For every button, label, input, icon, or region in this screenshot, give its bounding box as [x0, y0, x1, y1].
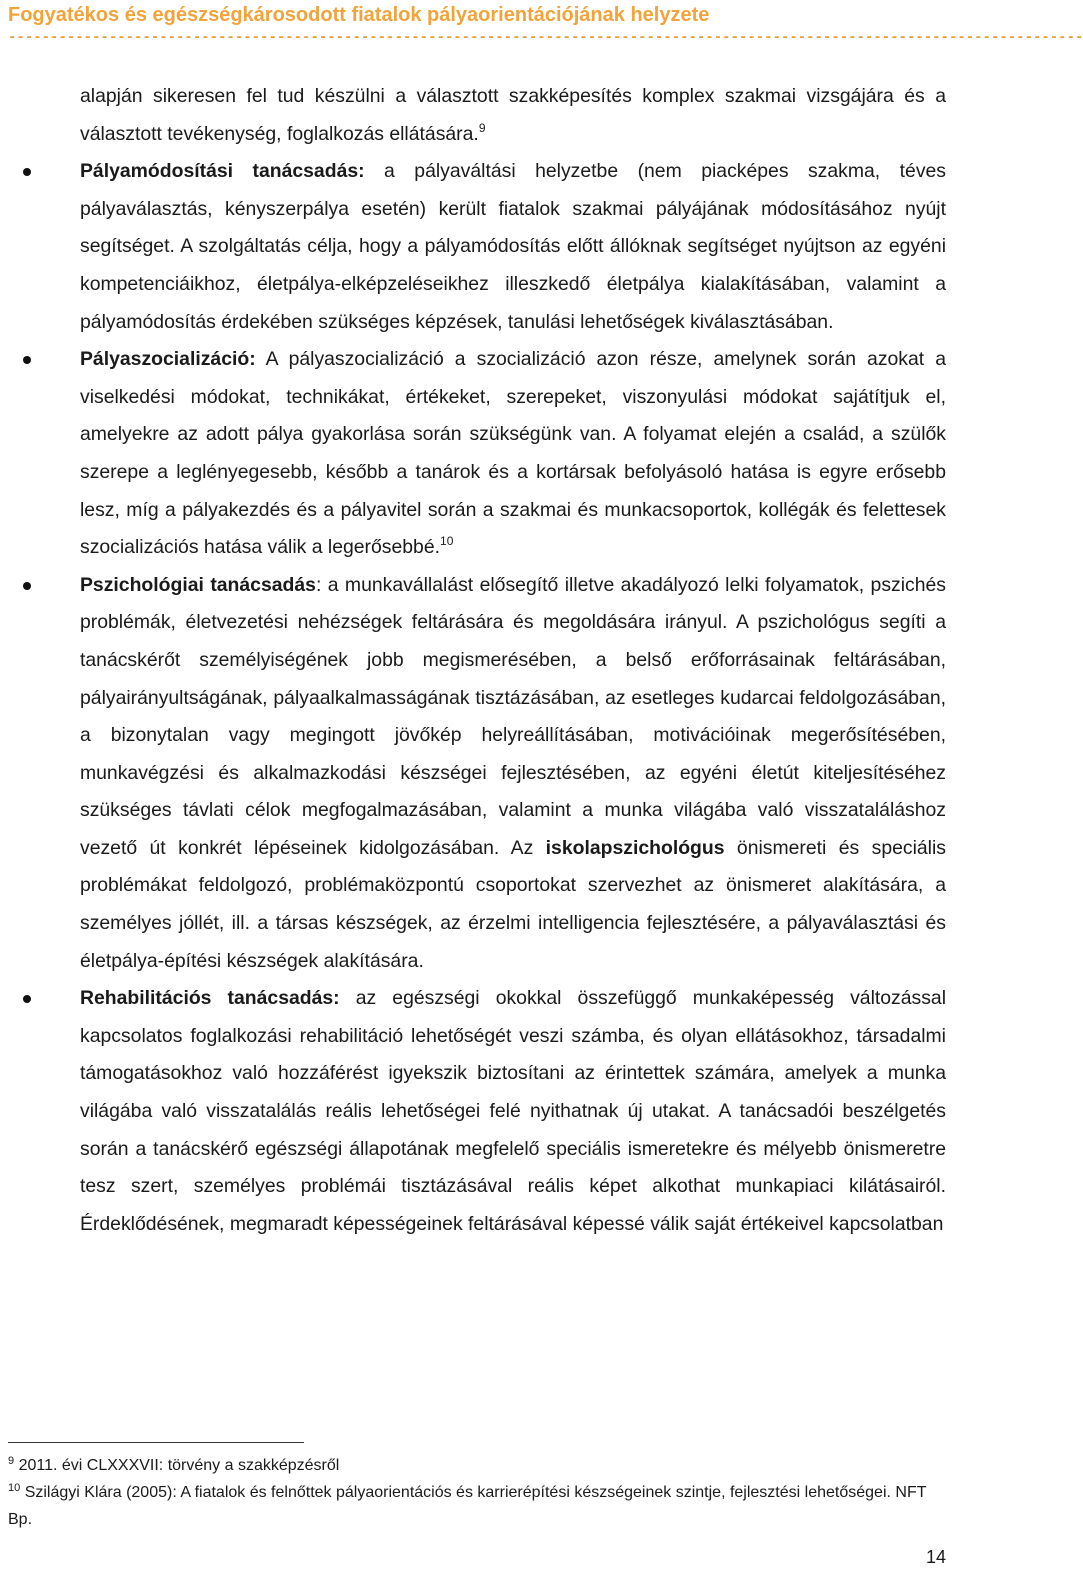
bullet-dot-icon [23, 356, 31, 364]
footnote-ref-9[interactable]: 9 [478, 120, 486, 135]
bullet-text: az egészségi okokkal összefüggő munkaképesség változással kapcsolatos foglalkozási rehabilitáció lehetőségét veszi számba, és olyan ellátásokhoz, társadalmi támogatásokhoz való hozzáférést igyekszik biztosítani az érintettek számára, amelyek a munka világába való visszatalálás reális lehetőségei felé nyithatnak új utakat. A tanácsadói beszélgetés során a tanácskérő egészségi állapotának megfelelő speciális ismeretekre és mélyebb önismeretre tesz szert, személyes problémái tisztázásával reális képet alkothat munkapiaci kilátásairól. Érdeklődésének, megmaradt képességeinek feltárásával képessé válik saját értékeivel kapcsolatban [80, 987, 947, 1235]
bullet-dot-icon [23, 168, 31, 176]
page-header-title: Fogyatékos és egészségkárosodott fiatalok pályaorientációjának helyzete [8, 4, 710, 26]
continuation-paragraph [80, 78, 946, 153]
footnote-9 [8, 1452, 938, 1479]
bullet-dot-icon [23, 995, 31, 1003]
footnote-number: 10 [8, 1482, 21, 1494]
bullet-item-rehabilitacios [80, 980, 946, 1243]
bullet-item-palyaszocializacio [80, 341, 946, 567]
bullet-text: : a munkavállalást elősegítő illetve akadályozó lelki folyamatok, pszichés problémák, életvezetési nehézségek feltárására és megoldására irányul. A pszichológus segíti a tanácskérőt személyiségének jobb megismerésében, a belső erőforrásainak feltárásában, pályairányultságának, pályaalkalmasságának tisztázásában, az esetleges kudarcai feldolgozásában, a bizonytalan vagy megingott jövőkép helyreállításában, motivációinak megerősítésében, munkavégzési és alkalmazkodási készségei fejlesztésében, az egyéni életút kiteljesítéséhez szükséges távlati célok megfogalmazásában, valamint a munka világába való visszataláláshoz vezető út konkrét lépéseinek kidolgozásában. Az [80, 573, 946, 859]
main-body [80, 78, 946, 1243]
footnote-number: 9 [8, 1455, 15, 1467]
bullet-text: A pályaszocializáció a szocializáció azon része, amelynek során azokat a viselkedési módokat, technikákat, értékeket, szerepeket, viszonyulási módokat sajátítjuk el, amelyekre az adott pálya gyakorlása során szükségünk van. A folyamat elején a család, a szülők szerepe a leglényegesebb, később a tanárok és a kortársak befolyásoló hatása is egyre erősebb lesz, míg a pályakezdés és a pályavitel során a szakmai és munkacsoportok, kollégák és felettesek szocializációs hatása válik a legerősebbé. [80, 348, 946, 559]
page-number: 14 [925, 1547, 946, 1567]
footnote-separator [8, 1442, 304, 1443]
bullet-term: Pályaszocializáció: [80, 348, 256, 371]
footnote-text: Szilágyi Klára (2005): A fiatalok és felnőttek pályaorientációs és karrierépítési készségeinek szintje, fejlesztési lehetőségei. NFT Bp. [8, 1484, 927, 1528]
bullet-text: a pályaváltási helyzetbe (nem piacképes szakma, téves pályaválasztás, kényszerpálya esetén) került fiatalok szakmai pályájának módosításához nyújt segítséget. A szolgáltatás célja, hogy a pályamódosítás előtt állóknak segítséget nyújtson az egyéni kompetenciáikhoz, életpálya-elképzeléseikhez illeszkedő életpálya kialakításában, valamint a pályamódosítás érdekében szükséges képzések, tanulási lehetőségek kiválasztásában. [80, 160, 946, 333]
bullet-term: Pályamódosítási tanácsadás: [80, 160, 365, 183]
footnote-ref-10[interactable]: 10 [440, 534, 454, 549]
footnote-10 [8, 1479, 938, 1533]
bullet-dot-icon [23, 582, 31, 590]
bullet-term: Pszichológiai tanácsadás [80, 573, 316, 596]
bullet-term-iskolapszichologus: iskolapszichológus [545, 836, 725, 859]
footnote-text: 2011. évi CLXXXVII: törvény a szakképzésről [18, 1457, 340, 1474]
header-divider: -------------------------------------------------------------------------------------------------------------------------------- [8, 30, 1083, 46]
footnotes [8, 1452, 938, 1533]
bullet-term: Rehabilitációs tanácsadás: [80, 987, 340, 1010]
bullet-text-continued: önismereti és speciális problémákat feldolgozó, problémaközpontú csoportokat szervezhet az önismeret alakítására, a személyes jóllét, ill. a társas készségek, az érzelmi intelligencia fejlesztésére, a pályaválasztási és életpálya-építési készségek alakítására. [80, 836, 946, 972]
bullet-item-palyamodositasi [80, 153, 946, 341]
bullet-item-pszichologiai [80, 567, 946, 981]
continuation-text: alapján sikeresen fel tud készülni a választott szakképesítés komplex szakmai vizsgájára és a választott tevékenység, foglalkozás ellátására. [80, 85, 946, 145]
